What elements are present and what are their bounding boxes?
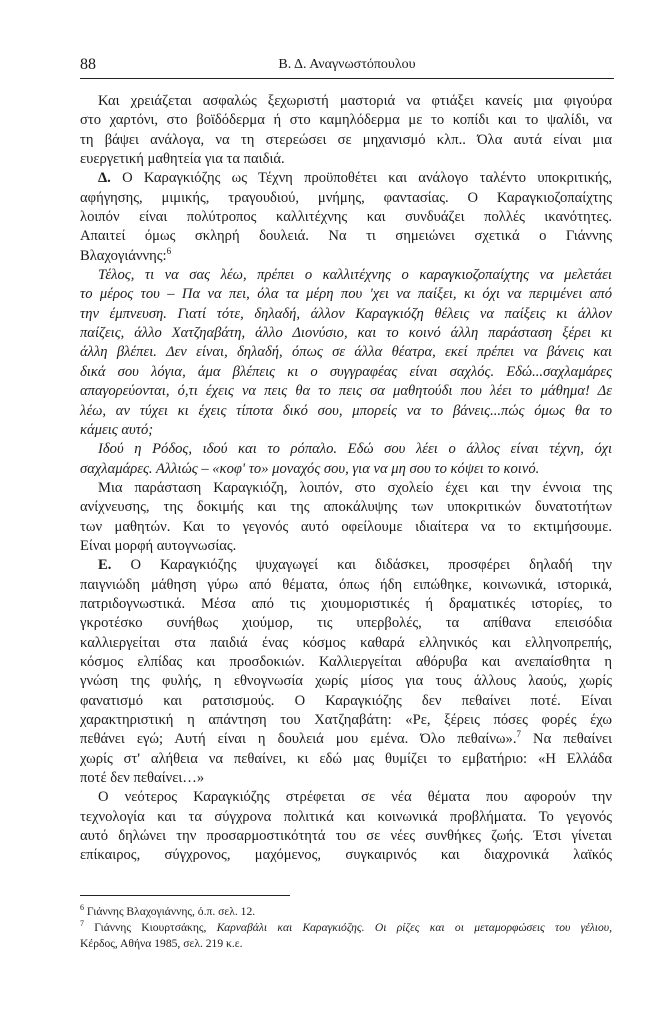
text-line [80,518,612,537]
line-text: φανατισμό και ρατσισμούς. Ο Καραγκιόζης δεν πεθαίνει ποτέ. Είναι [80,692,612,709]
line-text: στο χαρτόνι, στο βοϊδόδερμα ή στο καμηλόδερμα με το κοπίδι και το ψαλίδι, να [80,112,612,129]
line-text: τεχνολογία και τα σύγχρονα πολιτικά και κοινωνικά προβλήματα. Το γεγονός [80,808,612,825]
footnote-reference[interactable]: 6 [166,245,172,256]
footnote-6 [80,904,612,920]
text-line [80,556,612,575]
running-title: Β. Δ. Αναγνωστόπουλου [278,57,416,72]
text-line [80,711,612,730]
text-line [80,150,612,169]
page-header [80,56,614,79]
line-text: παίζεις, άλλο Χατζηαβάτη, άλλο Διονύσιο, και το κοινό άλλη παράσταση ξέρει κι [80,325,612,342]
line-text: πεθάνει εγώ; Αυτή είναι η δουλειά μου εμένα. Όλο πεθαίνω». [80,731,517,748]
line-text: των μαθητών. Και το γεγονός αυτό οφείλουμε ιδιαίτερα να το εκτιμήσουμε. [80,518,612,535]
section-label: Δ. [98,170,111,187]
line-text: ευεργετική μαθητεία για τα παιδιά. [80,151,285,168]
paragraph [80,788,612,865]
line-text: Ιδού η Ρόδος, ιδού και το ρόπαλο. Εδώ σου λέει ο άλλος είναι τέχνη, όχι [98,441,612,458]
text-line [80,653,612,672]
line-text: Είναι μορφή αυτογνωσίας. [80,537,237,554]
line-text: ανίχνευσης, της δοκιμής και της αποκάλυψης των υποκριτικών δυνατοτήτων [80,499,612,516]
text-line [80,363,612,382]
footnote-number: 6 [80,903,84,912]
text-line [80,479,612,498]
text-line [80,305,612,324]
text-line [80,692,612,711]
line-text: γνώση της φυλής, η εθνογνωσία χωρίς μίσος για τους άλλους λαούς, χωρίς [80,673,612,690]
paragraph [80,92,612,169]
text-line [80,788,612,807]
line-text: κάμεις αυτό; [80,421,154,438]
footnote-book-title: Καρναβάλι και Καραγκιόζης. Οι ρίζες και οι μεταμορφώσεις του γέλιου, [216,921,612,934]
line-text: Ο Καραγκιόζης ψυχαγωγεί και διδάσκει, προσφέρει δηλαδή την [111,557,612,574]
footnote-number: 7 [80,919,84,928]
block-quote [80,440,612,479]
text-line [80,382,612,401]
footnote-text: Γιάννης Κιουρτσάκης, [94,921,217,934]
line-text: ποτέ δεν πεθαίνει…» [80,770,205,787]
line-text: αφήγησης, μιμικής, τραγουδιού, μνήμης, φαντασίας. Ο Καραγκιοζοπαίχτης [80,189,612,206]
line-text: Ο νεότερος Καραγκιόζης στρέφεται σε νέα θέματα που αφορούν την [98,789,612,806]
line-text: χαρακτηριστική η απάντηση του Χατζηαβάτη: «Ρε, ξέρεις πόσες φορές έχω [80,712,612,728]
text-line [80,460,612,479]
line-text: λοιπόν είναι πολύτροπος καλλιτέχνης και συνδυάζει πολλές ικανότητες. [80,209,612,226]
line-text: Και χρειάζεται ασφαλώς ξεχωριστή μαστοριά να φτιάξει κανείς μια φιγούρα [98,93,612,109]
text-line [80,324,612,343]
text-line [80,440,612,459]
body-text [80,92,612,866]
text-line [80,730,612,749]
line-text: γκροτέσκο συνήθως χιούμορ, τις υπερβολές, τα απίθανα επεισόδια [80,615,612,632]
text-line [80,614,612,633]
text-line [80,402,612,421]
paragraph [80,479,612,556]
footnote-reference[interactable]: 7 [516,729,521,740]
line-text: καλλιεργείται στα παιδιά ένας κόσμος καθαρά ελληνικός και ελληνοπρεπής, [80,634,612,651]
line-text: πατριδογνωστικά. Μέσα από τις χιουμοριστικές ή δραματικές ιστορίες, το [80,595,612,612]
footnotes [80,904,612,952]
page-number: 88 [80,56,96,73]
text-line [80,169,612,188]
line-text: άλλη βλέπει. Δεν είναι, δηλαδή, όπως σε άλλα θέατρα, εκεί πρέπει να βάνεις και [80,344,612,361]
text-line [80,846,612,865]
line-text: Ο Καραγκιόζης ως Τέχνη προϋποθέτει και ανάλογο ταλέντο υποκριτικής, [110,170,612,187]
line-text: σαχλαμάρες. Αλλιώς – «κοφ' το» μοναχός σου, για να μη σου το κόψει το κοινό. [80,460,540,477]
footnote-7-cont: Κέρδος, Αθήνα 1985, σελ. 219 κ.ε. [80,937,243,950]
line-text: τη βάψει ανάλογα, να τη στερεώσει σε μηχανισμό κλπ.. Όλα αυτά είναι μια [80,131,612,148]
text-line [80,227,612,246]
text-line [80,247,612,266]
line-text: παιγνιώδη μάθηση γύρω από θέματα, όπως ήδη ειπώθηκε, κοινωνικά, ιστορικά, [80,576,612,593]
line-text: χωρίς στ' αλήθεια να πεθαίνει, κι εδώ μας θυμίζει το εμβατήριο: «Η Ελλάδα [80,750,612,767]
line-text: δικά σου λόγια, άμα βλέπεις κι ο συγγραφέας είναι σαχλός. Εδώ...σαχλαμάρες [80,363,612,380]
line-text: Βλαχογιάννης: [80,247,167,264]
text-line [80,421,612,440]
footnote-text: Γιάννης Βλαχογιάννης, ό.π. σελ. 12. [86,905,256,918]
line-text: την έμπνευση. Γιατί τότε, δηλαδή, άλλον Καραγκιόζη θέλεις να παίξεις κι άλλον [80,305,612,322]
line-text: Τέλος, τι να σας λέω, πρέπει ο καλλιτέχνης ο καραγκιοζοπαίχτης να μελετάει [98,267,612,284]
text-line [80,827,612,846]
line-text: απαγορεύονται, ό,τι έχεις να πεις θα το πεις σα μαθητούδι που λέει το μάθημα! Δε [80,383,612,400]
text-line [80,750,612,769]
footnote-7 [80,920,612,936]
line-text: Μια παράσταση Καραγκιόζη, λοιπόν, στο σχολείο έχει και την έννοια της [98,479,612,496]
footnote-divider [80,895,290,896]
text-line [80,576,612,595]
paragraph [80,556,612,788]
text-line [80,498,612,517]
text-line [80,769,612,788]
text-line [80,92,612,111]
block-quote [80,266,612,440]
text-line [80,266,612,285]
text-line [80,672,612,691]
paragraph [80,169,612,266]
line-text: κόσμος ελπίδας και προσδοκιών. Καλλιεργείται αθόρυβα και ανεπαίσθητα η [80,653,612,670]
line-text: Να πεθαίνει [520,731,612,748]
text-line [80,343,612,362]
text-line [80,208,612,227]
line-text: το μέρος του – Πα να πει, όλα τα μέρη που 'χει να παίξει, κι όχι να περιμένει από [80,286,612,303]
text-line [80,595,612,614]
line-text: Απαιτεί όμως σκληρή δουλειά. Να τι σημειώνει σχετικά ο Γιάννης [80,228,612,245]
text-line [80,189,612,208]
line-text: επίκαιρος, σύγχρονος, μαχόμενος, συγκαιρινός και διαχρονικά λαϊκός [80,847,612,864]
line-text: λέω, αν τύχει κι έχεις τίποτα δικό σου, μπορείς να το βάνεις...πώς όμως θα το [80,402,612,419]
line-text: αυτό δηλώνει την προσαρμοστικότητά του σε νέες συνθήκες ζωής. Έτσι γίνεται [80,828,612,845]
text-line [80,285,612,304]
text-line [80,131,612,150]
text-line [80,808,612,827]
text-line [80,537,612,556]
text-line [80,634,612,653]
text-line [80,111,612,130]
section-label: Ε. [98,557,112,574]
